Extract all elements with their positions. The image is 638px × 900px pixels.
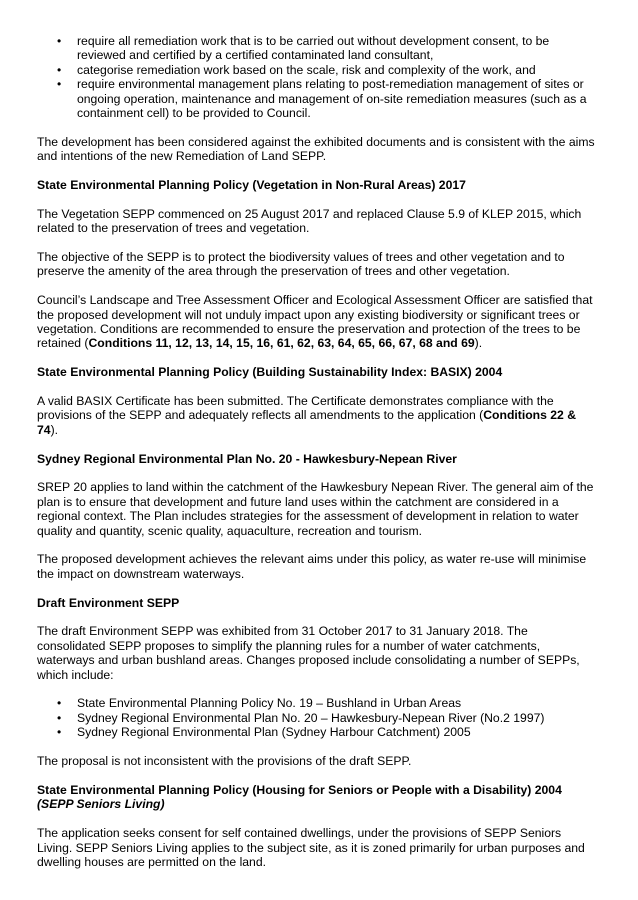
text-run: A valid BASIX Certificate has been submitted. The Certificate demonstrates compliance with the provisions of the SEPP and adequately reflects all amendments to the application ( xyxy=(37,394,554,423)
paragraph: SREP 20 applies to land within the catchment of the Hawkesbury Nepean River. The general aim of the plan is to ensure that development and future land uses within the catchment are considered in a regional context. The Plan includes strategies for the assessment of development in relation to water quality and quantity, scenic quality, aquaculture, recreation and tourism. xyxy=(37,480,594,538)
sepp-bullet-list xyxy=(37,696,596,739)
section-heading: Draft Environment SEPP xyxy=(37,595,180,610)
list-item: • require environmental management plans relating to post-remediation management of sites or ongoing operation, maintenance and management of on-site remediation measures (such as a containment cell) to be provided to Council. xyxy=(37,77,596,120)
conditions-reference: Conditions 11, 12, 13, 14, 15, 16, 61, 62, 63, 64, 65, 66, 67, 68 and 69 xyxy=(88,336,475,351)
paragraph: The objective of the SEPP is to protect the biodiversity values of trees and other vegetation and to preserve the amenity of the area through the preservation of trees and other vegetation. xyxy=(37,250,565,279)
heading-subtitle: (SEPP Seniors Living) xyxy=(37,797,165,812)
remediation-bullet-list xyxy=(37,34,596,120)
section-heading: Sydney Regional Environmental Plan No. 20 - Hawkesbury-Nepean River xyxy=(37,451,457,466)
list-item: • Sydney Regional Environmental Plan (Sydney Harbour Catchment) 2005 xyxy=(37,725,596,739)
paragraph: The proposal is not inconsistent with the provisions of the draft SEPP. xyxy=(37,754,412,769)
list-item: • State Environmental Planning Policy No. 19 – Bushland in Urban Areas xyxy=(37,696,596,710)
list-item: • Sydney Regional Environmental Plan No. 20 – Hawkesbury-Nepean River (No.2 1997) xyxy=(37,711,596,725)
text-run: ). xyxy=(474,336,483,351)
heading-text: State Environmental Planning Policy (Housing for Seniors or People with a Disability) 2004 xyxy=(37,782,562,797)
section-heading xyxy=(37,783,596,812)
paragraph: The proposed development achieves the relevant aims under this policy, as water re-use will minimise the impact on downstream waterways. xyxy=(37,552,587,581)
list-item: • categorise remediation work based on the scale, risk and complexity of the work, and xyxy=(37,63,596,77)
conditions-reference: Conditions 22 & 74 xyxy=(37,408,577,437)
paragraph: The development has been considered against the exhibited documents and is consistent with the aims and intentions of the new Remediation of Land SEPP. xyxy=(37,134,595,164)
list-item: • require all remediation work that is to be carried out without development consent, to be reviewed and certified by a certified contaminated land consultant, xyxy=(37,34,596,63)
section-heading: State Environmental Planning Policy (Building Sustainability Index: BASIX) 2004 xyxy=(37,365,503,380)
paragraph xyxy=(37,394,596,437)
paragraph xyxy=(37,293,596,351)
paragraph: The application seeks consent for self contained dwellings, under the provisions of SEPP Seniors Living. SEPP Seniors Living applies to the subject site, as it is zoned primarily for urban purposes and dwelling houses are permitted on the land. xyxy=(37,826,585,869)
paragraph: The draft Environment SEPP was exhibited from 31 October 2017 to 31 January 2018. The consolidated SEPP proposes to simplify the planning rules for a number of water catchments, waterways and urban bushland areas. Changes proposed include consolidating a number of SEPPs, which include: xyxy=(37,624,580,682)
section-heading: State Environmental Planning Policy (Vegetation in Non-Rural Areas) 2017 xyxy=(37,178,466,193)
text-run: ). xyxy=(50,422,59,437)
paragraph: The Vegetation SEPP commenced on 25 August 2017 and replaced Clause 5.9 of KLEP 2015, which related to the preservation of trees and vegetation. xyxy=(37,206,582,236)
text-run: Council’s Landscape and Tree Assessment Officer and Ecological Assessment Officer are satisfied that the proposed development will not unduly impact upon any existing biodiversity or significant trees or vegetation. Conditions are recommended to ensure the preservation and protection of the trees to be retained ( xyxy=(37,293,593,351)
